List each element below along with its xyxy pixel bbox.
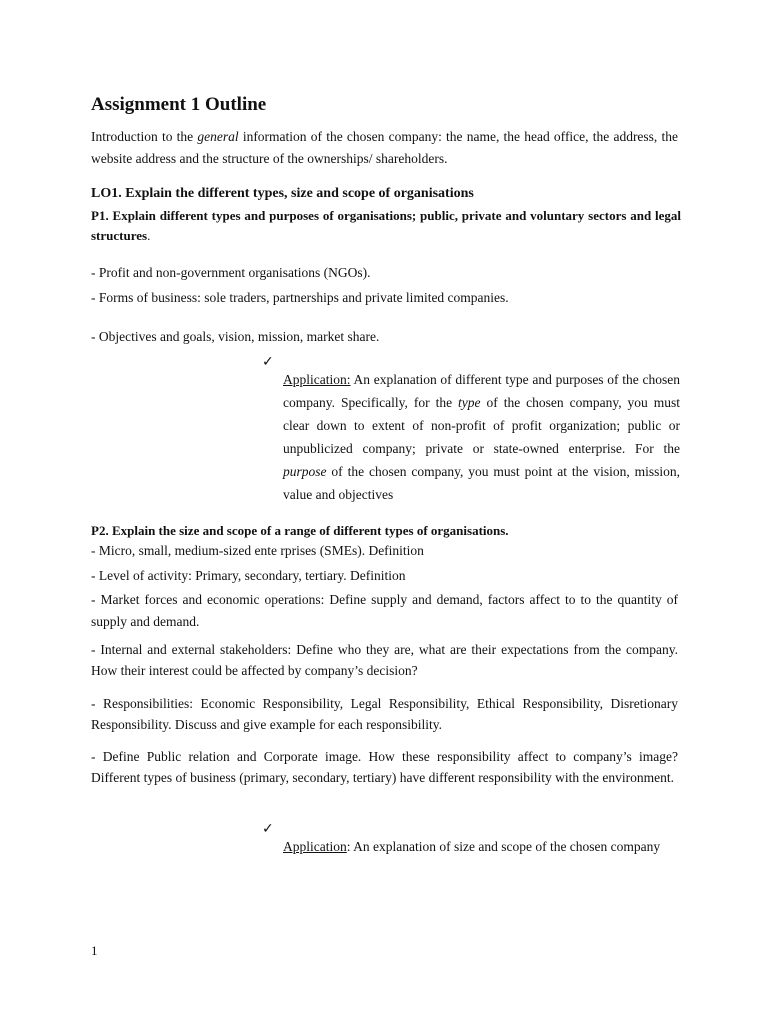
- application-block-2: [262, 821, 680, 871]
- p1-bullet-ngo: - Profit and non-government organisations (NGOs).: [91, 265, 371, 280]
- intro-italic-general: general: [197, 129, 239, 144]
- p2-bullet-stakeholders: - Internal and external stakeholders: Define who they are, what are their expectations from the company. How their interest could be affected by company’s decision?: [91, 642, 678, 678]
- application-2-body: : An explanation of size and scope of the chosen company: [346, 838, 661, 854]
- lo1-heading: LO1. Explain the different types, size and scope of organisations: [91, 186, 474, 201]
- checkmark-icon: ✓: [262, 354, 274, 370]
- intro-paragraph: [91, 126, 678, 170]
- application-1-italic-purpose: purpose: [283, 463, 327, 479]
- p1-heading-text: P1. Explain different types and purposes of organisations; public, private and voluntary sectors and legal structures: [91, 208, 681, 243]
- application-1-part-1: An explanation of different type and purposes of the chosen company. Specifically, for the: [283, 371, 680, 410]
- p2-bullet-public-relation: - Define Public relation and Corporate image. How these responsibility affect to company’s image? Different types of business (primary, secondary, tertiary) have different responsibility with the environment.: [91, 749, 678, 785]
- p2-bullet-activity: - Level of activity: Primary, secondary, tertiary. Definition: [91, 568, 406, 583]
- p1-heading: [91, 206, 681, 246]
- application-1-text: [283, 368, 680, 506]
- p2-bullet-responsibilities: - Responsibilities: Economic Responsibility, Legal Responsibility, Ethical Responsibility, Disretionary Responsibility. Discuss and give example for each responsibility.: [91, 696, 678, 732]
- application-2-label: Application: [283, 838, 347, 854]
- application-1-part-2: of the chosen company, you must clear down to extent of non-profit of profit organization; public or unpublicized company; private or state-owned enterprise. For the: [283, 394, 680, 456]
- application-1-italic-type: type: [458, 394, 481, 410]
- page-number: 1: [91, 943, 98, 958]
- p1-bullet-forms: - Forms of business: sole traders, partnerships and private limited companies.: [91, 290, 509, 305]
- application-2-text: [283, 835, 680, 858]
- p2-bullet-market-forces: - Market forces and economic operations: Define supply and demand, factors affect to to the quantity of supply and demand.: [91, 592, 678, 629]
- p1-heading-period: .: [147, 228, 151, 243]
- application-1-part-3: of the chosen company, you must point at the vision, mission, value and objectives: [283, 463, 680, 502]
- application-block-1: [262, 354, 680, 519]
- p2-heading: P2. Explain the size and scope of a range of different types of organisations.: [91, 523, 509, 538]
- p1-bullet-objectives: - Objectives and goals, vision, mission, market share.: [91, 329, 380, 344]
- document-title: Assignment 1 Outline: [91, 94, 267, 115]
- application-1-label: Application:: [283, 371, 351, 387]
- intro-text-1: Introduction to the: [91, 129, 198, 144]
- p2-bullet-smes: - Micro, small, medium-sized ente rprises (SMEs). Definition: [91, 543, 424, 558]
- intro-text-2: information of the chosen company: the name, the head office, the address, the website address and the structure of the ownerships/ shareholders.: [91, 129, 679, 166]
- checkmark-icon: ✓: [262, 821, 274, 837]
